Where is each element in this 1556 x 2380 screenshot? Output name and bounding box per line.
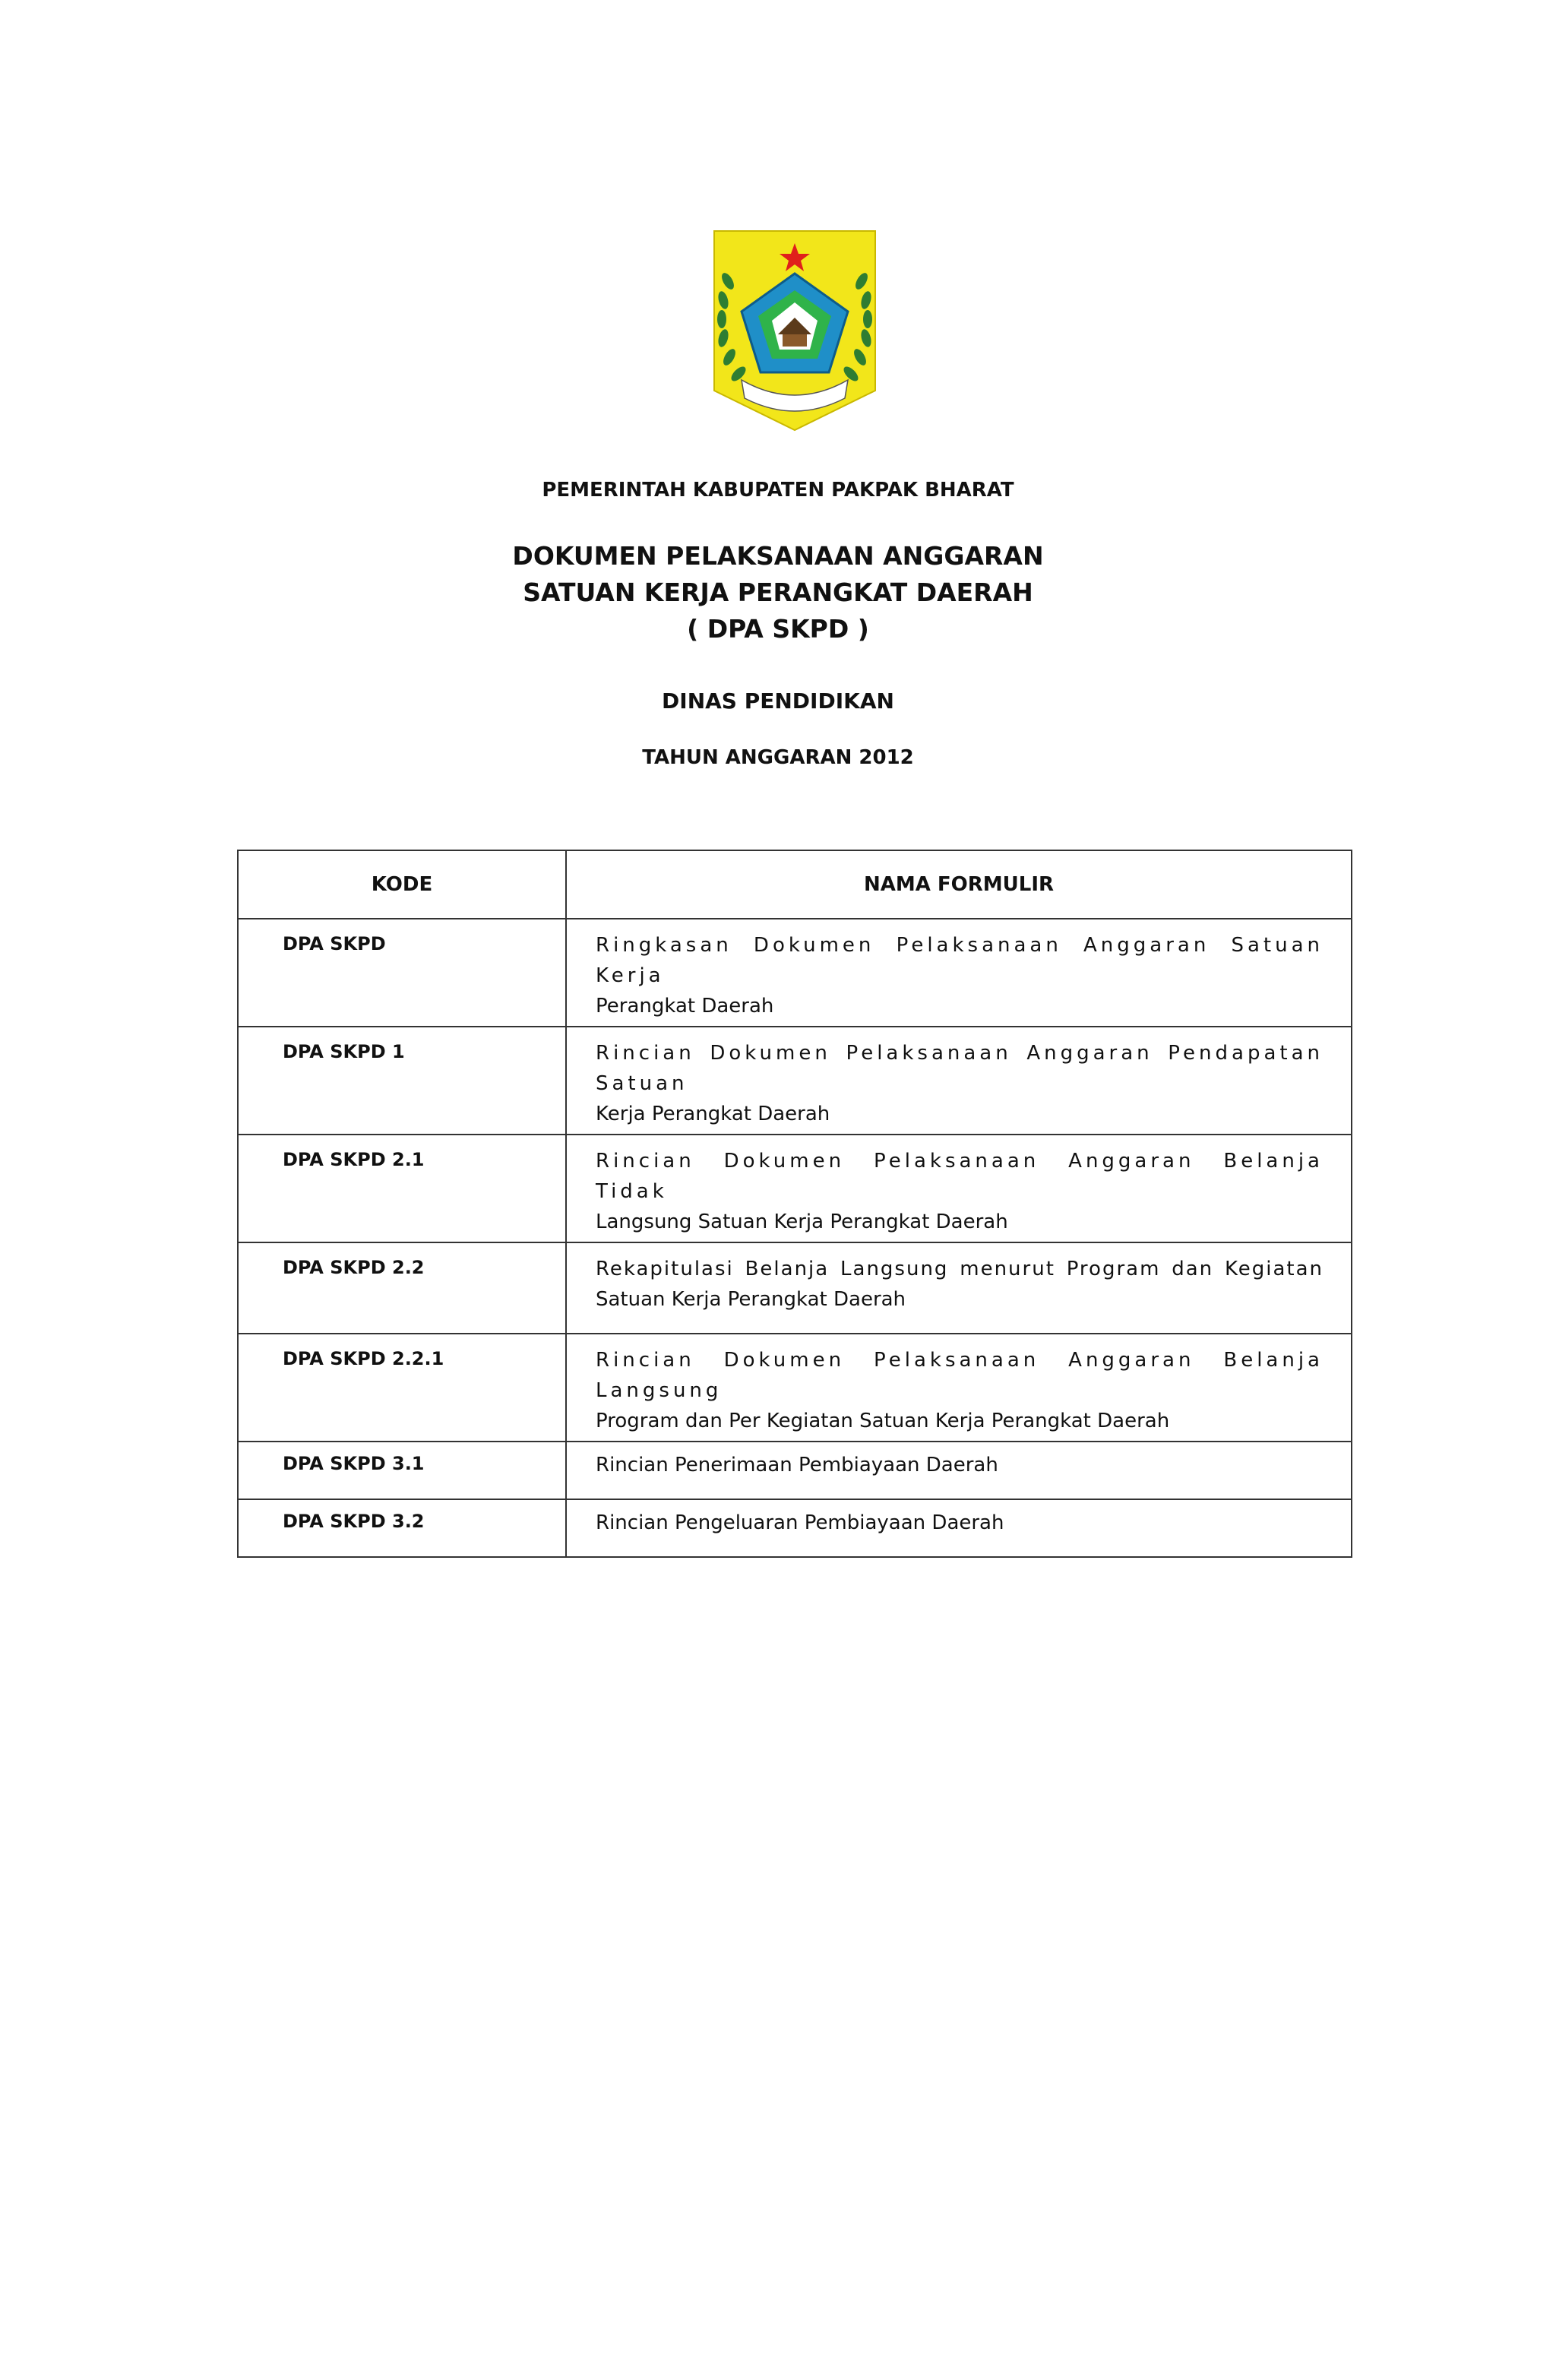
nama-cell: Rincian Pengeluaran Pembiayaan Daerah xyxy=(566,1499,1352,1557)
column-header-nama: NAMA FORMULIR xyxy=(566,850,1352,919)
table-row xyxy=(238,1135,1352,1242)
nama-cell xyxy=(566,919,1352,1027)
nama-line: Rincian Dokumen Pelaksanaan Anggaran Pendapatan Satuan xyxy=(596,1042,1324,1095)
kode-cell: DPA SKPD 2.2.1 xyxy=(238,1334,566,1442)
kode-cell: DPA SKPD 2.2 xyxy=(238,1242,566,1334)
nama-line: Langsung Satuan Kerja Perangkat Daerah xyxy=(596,1211,1008,1233)
nama-line: Rekapitulasi Belanja Langsung menurut Program dan Kegiatan xyxy=(596,1258,1324,1280)
nama-cell xyxy=(566,1334,1352,1442)
nama-line: Kerja Perangkat Daerah xyxy=(596,1103,830,1125)
table-row xyxy=(238,1499,1352,1557)
document-title-line1: DOKUMEN PELAKSANAAN ANGGARAN xyxy=(512,541,1044,571)
table-row xyxy=(238,1442,1352,1499)
kode-cell: DPA SKPD 3.1 xyxy=(238,1442,566,1499)
emblem-image xyxy=(711,228,878,433)
column-header-kode: KODE xyxy=(238,850,566,919)
kode-cell: DPA SKPD 3.2 xyxy=(238,1499,566,1557)
forms-table xyxy=(237,850,1352,1558)
table-row xyxy=(238,1334,1352,1442)
government-name: PEMERINTAH KABUPATEN PAKPAK BHARAT xyxy=(542,479,1014,502)
regency-emblem xyxy=(711,228,878,433)
table-row xyxy=(238,919,1352,1027)
document-title-line2: SATUAN KERJA PERANGKAT DAERAH xyxy=(523,578,1033,607)
document-title-line3: ( DPA SKPD ) xyxy=(687,614,869,644)
nama-line: Rincian Dokumen Pelaksanaan Anggaran Belanja Langsung xyxy=(596,1349,1324,1402)
nama-cell: Rincian Penerimaan Pembiayaan Daerah xyxy=(566,1442,1352,1499)
table-row xyxy=(238,1242,1352,1334)
nama-cell xyxy=(566,1135,1352,1242)
kode-cell: DPA SKPD 2.1 xyxy=(238,1135,566,1242)
fiscal-year: TAHUN ANGGARAN 2012 xyxy=(642,746,914,769)
nama-line: Perangkat Daerah xyxy=(596,995,774,1018)
nama-line: Rincian Dokumen Pelaksanaan Anggaran Belanja Tidak xyxy=(596,1150,1324,1203)
department-name: DINAS PENDIDIKAN xyxy=(662,688,894,714)
table-header-row xyxy=(238,850,1352,919)
nama-cell xyxy=(566,1027,1352,1135)
kode-cell: DPA SKPD 1 xyxy=(238,1027,566,1135)
nama-line: Program dan Per Kegiatan Satuan Kerja Perangkat Daerah xyxy=(596,1410,1170,1432)
table-row xyxy=(238,1027,1352,1135)
nama-cell xyxy=(566,1242,1352,1334)
nama-line: Satuan Kerja Perangkat Daerah xyxy=(596,1288,906,1311)
nama-line: Ringkasan Dokumen Pelaksanaan Anggaran Satuan Kerja xyxy=(596,934,1324,987)
kode-cell: DPA SKPD xyxy=(238,919,566,1027)
